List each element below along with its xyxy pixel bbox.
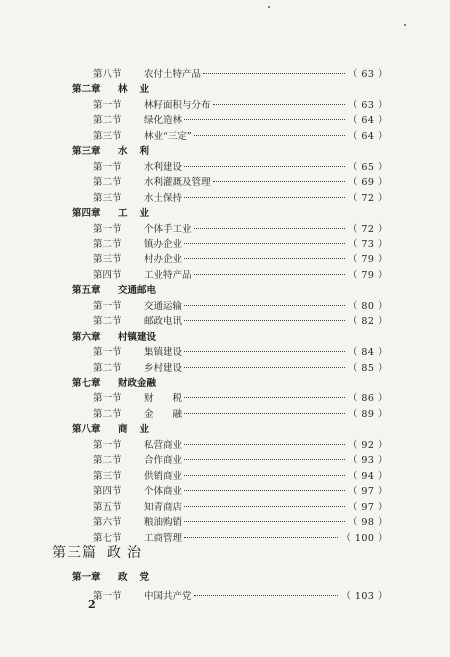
page-ref: （ 82 ） bbox=[347, 316, 388, 328]
part-heading bbox=[52, 542, 147, 562]
section-title: 绿化造林 bbox=[144, 115, 183, 127]
dot-leader bbox=[194, 228, 345, 229]
page-ref: （ 73 ） bbox=[347, 238, 388, 250]
section-number: 第二节 bbox=[93, 238, 122, 250]
page-ref: （ 93 ） bbox=[347, 455, 388, 467]
section-number: 第四节 bbox=[93, 486, 122, 498]
dot-leader bbox=[213, 181, 345, 182]
section-title: 个体手工业 bbox=[144, 223, 192, 235]
section-title: 林籽面积与分布 bbox=[144, 99, 211, 111]
section-title: 工业特产品 bbox=[144, 269, 192, 281]
section-number: 第一节 bbox=[93, 439, 122, 451]
dot-leader bbox=[184, 490, 345, 491]
section-title: 水利建设 bbox=[144, 161, 183, 173]
page-ref: （ 97 ） bbox=[347, 486, 388, 498]
section-number: 第二节 bbox=[93, 362, 122, 374]
dot-leader bbox=[184, 459, 345, 460]
section-title: 个体商业 bbox=[144, 486, 183, 498]
section-title: 村办企业 bbox=[144, 254, 183, 266]
dot-leader bbox=[184, 166, 345, 167]
dot-leader bbox=[184, 197, 345, 198]
chapter-title: 交通邮电 bbox=[118, 285, 157, 297]
chapter-number: 第二章 bbox=[72, 84, 101, 96]
chapter-number: 第五章 bbox=[72, 285, 101, 297]
section-number: 第二节 bbox=[93, 408, 122, 420]
chapter-number: 第一章 bbox=[72, 572, 101, 583]
section-number: 第一节 bbox=[93, 223, 122, 235]
section-number: 第二节 bbox=[93, 115, 122, 127]
page-ref: （ 103 ） bbox=[341, 591, 388, 602]
chapter-title: 水利 bbox=[118, 146, 162, 158]
dot-leader bbox=[184, 413, 345, 414]
section-number: 第四节 bbox=[93, 269, 122, 281]
section-number: 第一节 bbox=[93, 393, 122, 405]
dot-leader bbox=[184, 243, 345, 244]
dot-leader bbox=[184, 475, 345, 476]
page-number: 2 bbox=[88, 598, 96, 611]
section-title: 金 融 bbox=[144, 408, 183, 420]
section-number: 第二节 bbox=[93, 316, 122, 328]
dot-leader bbox=[184, 521, 345, 522]
page-ref: （ 79 ） bbox=[347, 269, 388, 281]
page-ref: （ 97 ） bbox=[347, 501, 388, 513]
chapter-number: 第三章 bbox=[72, 146, 101, 158]
page-ref: （ 64 ） bbox=[347, 130, 388, 142]
section-title: 邮政电讯 bbox=[144, 316, 183, 328]
section-number: 第三节 bbox=[93, 254, 122, 266]
chapter-number: 第六章 bbox=[72, 331, 101, 343]
dot-leader bbox=[194, 595, 339, 596]
section-number: 第二节 bbox=[93, 177, 122, 189]
dot-leader bbox=[184, 537, 338, 538]
section-number: 第二节 bbox=[93, 455, 122, 467]
section-number: 第五节 bbox=[93, 501, 122, 513]
page-ref: （ 84 ） bbox=[347, 347, 388, 359]
section-number: 第八节 bbox=[93, 69, 122, 80]
section-number: 第一节 bbox=[93, 300, 122, 312]
section-title: 知青商店 bbox=[144, 501, 183, 513]
section-title: 工商管理 bbox=[144, 532, 183, 544]
page-ref: （ 86 ） bbox=[347, 393, 388, 405]
section-title: 供销商业 bbox=[144, 470, 183, 482]
chapter-title: 商业 bbox=[118, 424, 162, 436]
dot-leader bbox=[203, 73, 345, 74]
dot-leader bbox=[184, 506, 345, 507]
page-ref: （ 98 ） bbox=[347, 517, 388, 529]
dot-leader bbox=[184, 367, 345, 368]
page-ref: （ 79 ） bbox=[347, 254, 388, 266]
dot-leader bbox=[184, 119, 345, 120]
section-title: 粮油购销 bbox=[144, 517, 183, 529]
section-title: 乡村建设 bbox=[144, 362, 183, 374]
section-title: 林业“三定” bbox=[144, 130, 192, 142]
page-ref: （ 89 ） bbox=[347, 408, 388, 420]
page-ref: （ 100 ） bbox=[341, 532, 388, 544]
section-number: 第一节 bbox=[93, 591, 122, 602]
part-number: 第三篇 bbox=[52, 545, 97, 561]
chapter-title: 林业 bbox=[118, 84, 162, 96]
section-number: 第七节 bbox=[93, 532, 122, 544]
section-title: 合作商业 bbox=[144, 455, 183, 467]
section-title: 私营商业 bbox=[144, 439, 183, 451]
chapter-number: 第四章 bbox=[72, 208, 101, 220]
dot-leader bbox=[194, 135, 345, 136]
section-title: 集镇建设 bbox=[144, 347, 183, 359]
page-ref: （ 94 ） bbox=[347, 470, 388, 482]
chapter-heading bbox=[0, 566, 450, 584]
page-ref: （ 72 ） bbox=[347, 192, 388, 204]
page-ref: （ 63 ） bbox=[347, 69, 388, 80]
section-number: 第一节 bbox=[93, 347, 122, 359]
section-number: 第三节 bbox=[93, 130, 122, 142]
dot-leader bbox=[184, 305, 345, 306]
chapter-title: 村镇建设 bbox=[118, 331, 157, 343]
scan-speck bbox=[268, 6, 270, 8]
chapter-title: 财政金融 bbox=[118, 378, 157, 389]
dot-leader bbox=[184, 320, 345, 321]
dot-leader bbox=[213, 104, 345, 105]
chapter-title: 政党 bbox=[118, 572, 162, 583]
part-title: 政治 bbox=[107, 545, 147, 561]
page-ref: （ 80 ） bbox=[347, 300, 388, 312]
section-title: 农付土特产品 bbox=[144, 69, 202, 80]
section-title: 财 税 bbox=[144, 393, 183, 405]
dot-leader bbox=[184, 258, 345, 259]
section-title: 中国共产党 bbox=[144, 591, 192, 602]
section-number: 第三节 bbox=[93, 470, 122, 482]
dot-leader bbox=[194, 274, 345, 275]
section-title: 水土保持 bbox=[144, 192, 183, 204]
page-ref: （ 65 ） bbox=[347, 161, 388, 173]
section-number: 第一节 bbox=[93, 161, 122, 173]
chapter-number: 第八章 bbox=[72, 424, 101, 436]
section-title: 交通运输 bbox=[144, 300, 183, 312]
section-number: 第三节 bbox=[93, 192, 122, 204]
chapter-title: 工业 bbox=[118, 208, 162, 220]
page-ref: （ 63 ） bbox=[347, 99, 388, 111]
section-number: 第六节 bbox=[93, 517, 122, 529]
dot-leader bbox=[184, 444, 345, 445]
section-title: 水利灌溉及管理 bbox=[144, 177, 211, 189]
page-ref: （ 72 ） bbox=[347, 223, 388, 235]
page-ref: （ 69 ） bbox=[347, 177, 388, 189]
page-ref: （ 85 ） bbox=[347, 362, 388, 374]
page-ref: （ 64 ） bbox=[347, 115, 388, 127]
scan-speck bbox=[404, 24, 406, 26]
dot-leader bbox=[184, 351, 345, 352]
page-ref: （ 92 ） bbox=[347, 439, 388, 451]
dot-leader bbox=[184, 397, 345, 398]
section-number: 第一节 bbox=[93, 99, 122, 111]
toc-entry bbox=[0, 585, 450, 603]
section-title: 镇办企业 bbox=[144, 238, 183, 250]
chapter-number: 第七章 bbox=[72, 378, 101, 389]
